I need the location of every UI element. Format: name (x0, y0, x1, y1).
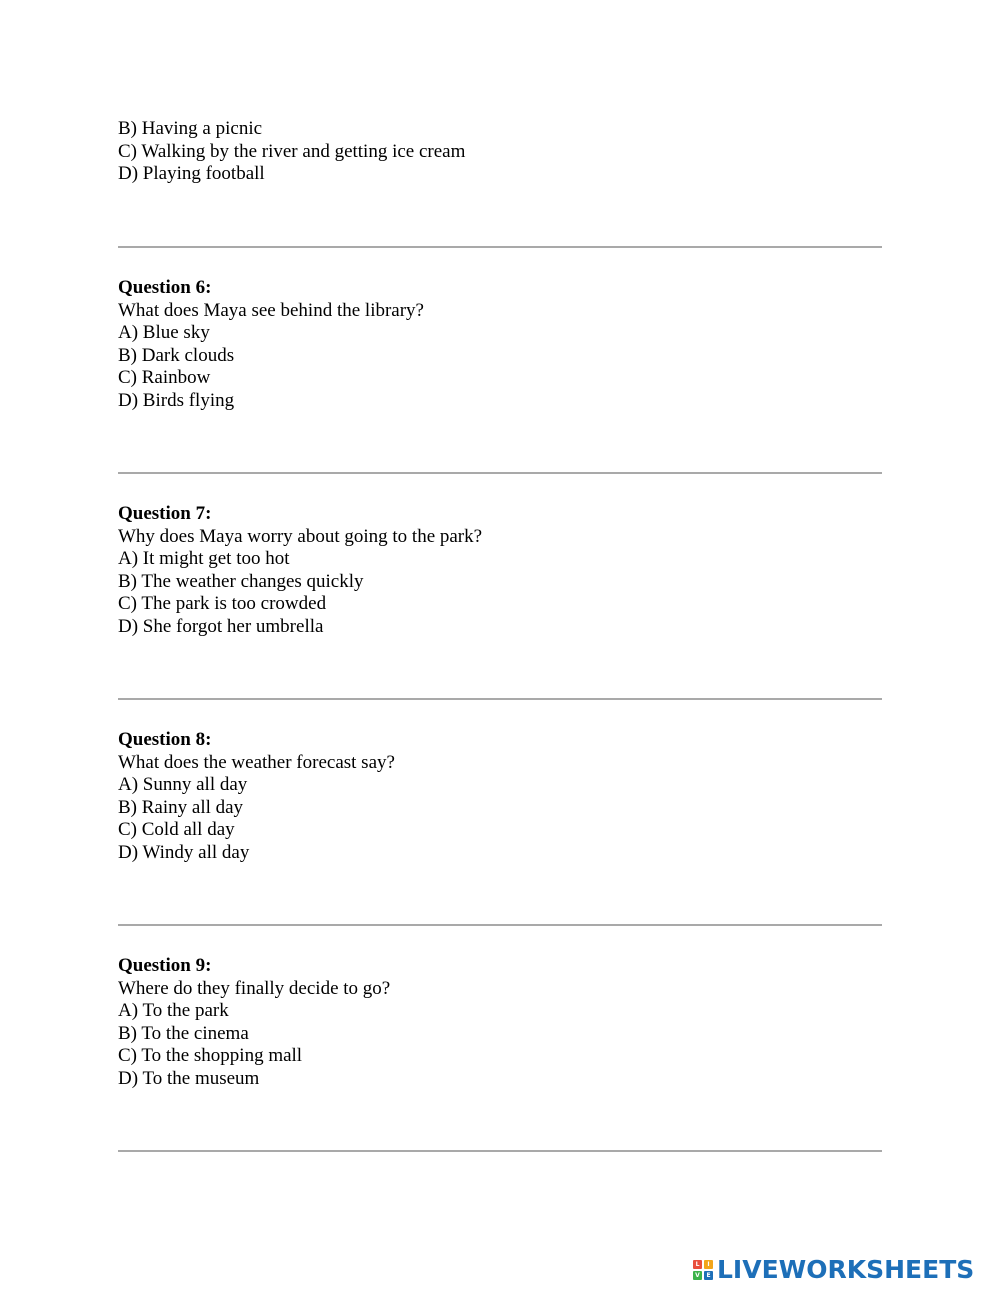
question-prompt: Where do they finally decide to go? (118, 977, 391, 999)
option: D) To the museum (118, 1067, 260, 1089)
option: C) Cold all day (118, 819, 235, 841)
question-5-options-continued (118, 118, 465, 186)
divider (118, 698, 882, 700)
logo-tile: E (704, 1271, 713, 1280)
logo-text: LIVEWORKSHEETS (717, 1255, 975, 1284)
option: A) Sunny all day (118, 774, 248, 796)
option: D) Windy all day (118, 841, 250, 863)
logo-tile: I (704, 1260, 713, 1269)
option: B) Dark clouds (118, 344, 235, 366)
question-prompt: What does the weather forecast say? (118, 751, 395, 773)
option: D) She forgot her umbrella (118, 615, 324, 637)
divider (118, 472, 882, 474)
question-7 (118, 503, 482, 639)
option: B) To the cinema (118, 1022, 249, 1044)
option: A) To the park (118, 1000, 229, 1022)
question-9 (118, 955, 390, 1091)
logo-mark-icon (693, 1260, 713, 1280)
divider (118, 246, 882, 248)
logo-tile: V (693, 1271, 702, 1280)
option: C) Rainbow (118, 367, 211, 389)
option: C) To the shopping mall (118, 1045, 303, 1067)
divider (118, 1150, 882, 1152)
option: B) Having a picnic (118, 118, 263, 139)
question-title: Question 8: (118, 729, 212, 750)
option: C) Walking by the river and getting ice cream (118, 140, 466, 162)
liveworksheets-logo (693, 1256, 974, 1284)
option: A) Blue sky (118, 322, 210, 344)
option: D) Birds flying (118, 389, 235, 411)
question-prompt: What does Maya see behind the library? (118, 299, 424, 321)
divider (118, 924, 882, 926)
option: B) The weather changes quickly (118, 570, 364, 592)
question-title: Question 9: (118, 955, 212, 976)
question-8 (118, 729, 395, 865)
option: A) It might get too hot (118, 548, 290, 570)
logo-tile: L (693, 1260, 702, 1269)
question-title: Question 7: (118, 503, 212, 524)
option: D) Playing football (118, 163, 265, 185)
option: B) Rainy all day (118, 796, 244, 818)
question-6 (118, 277, 424, 413)
question-prompt: Why does Maya worry about going to the park? (118, 525, 483, 547)
option: C) The park is too crowded (118, 593, 327, 615)
question-title: Question 6: (118, 277, 212, 298)
